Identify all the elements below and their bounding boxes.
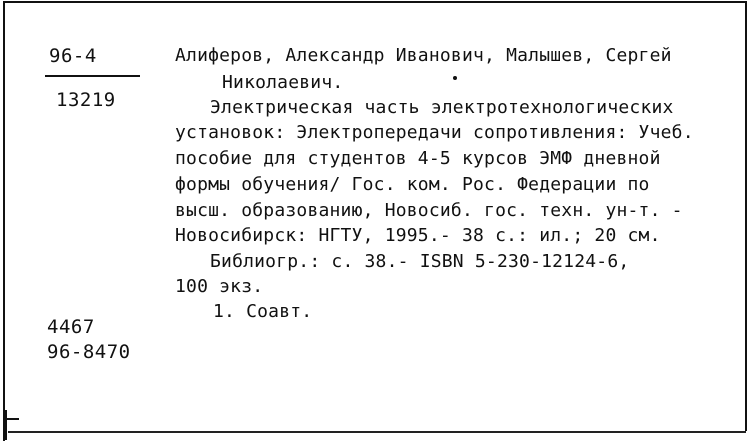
record-line-publisher: высш. образованию, Новосиб. гос. техн. ун-т. - [175,200,683,221]
record-line-tracing: 1. Соавт. [213,301,313,322]
record-line-notes: Библиогр.: с. 38.- ISBN 5-230-12124-6, [210,251,630,272]
record-line-authors-cont: Николаевич. [222,72,344,93]
card-border-right [745,1,747,431]
card-border-left [3,1,5,441]
record-line-imprint: Новосибирск: НГТУ, 1995.- 38 с.: ил.; 20 см. [175,225,661,246]
record-line-responsibility: формы обучения/ Гос. ком. Рос. Федерации по [175,174,650,195]
card-corner-stem [5,410,7,440]
call-number-author-mark: 13219 [56,89,116,111]
record-line-authors: Алиферов, Александр Иванович, Малышев, Сергей [175,45,672,66]
record-line-description: пособие для студентов 4-5 курсов ЭМФ дневной [175,148,661,169]
ink-speck [453,76,457,80]
record-line-title-cont: установок: Электропередачи сопротивления: Учеб. [175,122,694,143]
call-number-divider [45,75,140,77]
record-line-print-run: 100 экз. [175,276,264,297]
card-border-top [3,1,747,3]
card-corner-mark [5,418,19,420]
record-line-title: Электрическая часть электротехнологических [210,97,674,118]
card-border-bottom [8,431,746,433]
inventory-number: 4467 [47,316,95,338]
call-number-classification: 96-4 [49,45,97,67]
shelf-number: 96-8470 [47,341,131,363]
